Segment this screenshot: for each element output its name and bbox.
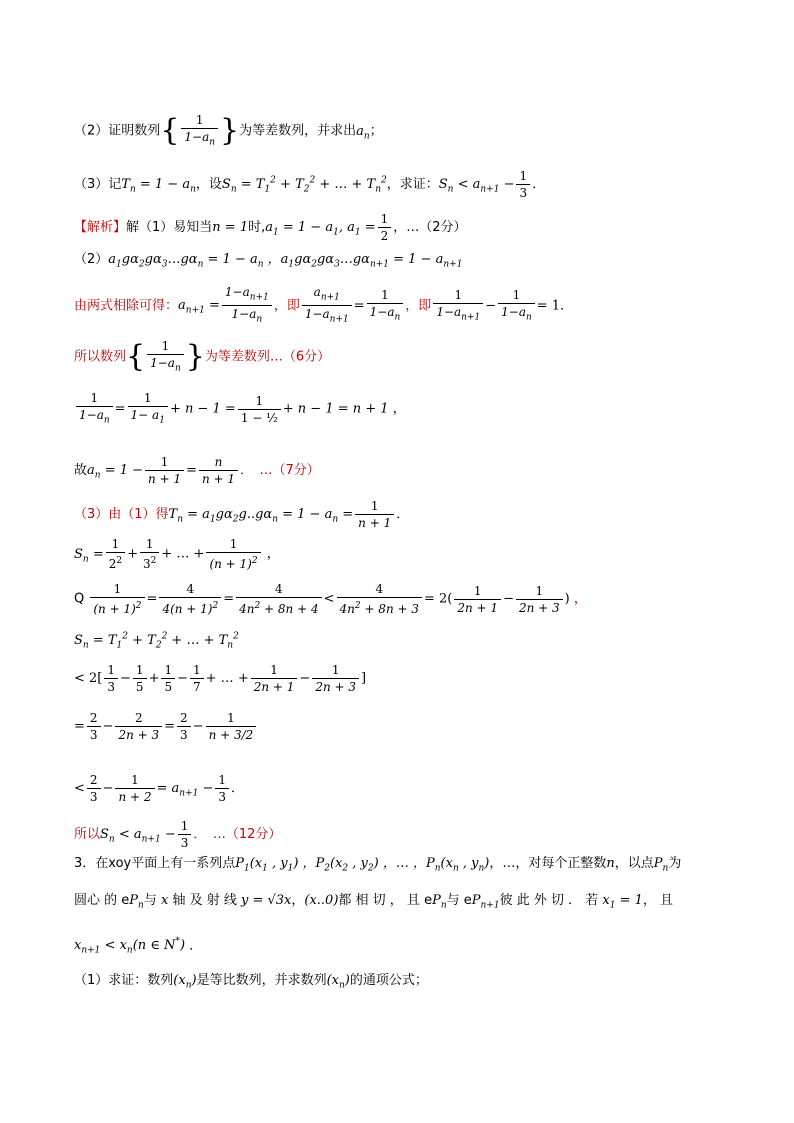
part2-prompt: （2）证明数列{ $\frac{1}{1-a_n}$ }为等差数列，并求出$a_n$； [74, 113, 383, 149]
solution-inequality: Q $\frac{1}{(n + 1)^2}$ = $\frac{4}{4(n + 1)^2}$ = $\frac{4}{4n^2 + 8n + 4}$ < $\frac{4}{4n^2 + 8n + 3}$ = 2( $\frac{1}{2n + 1}$ − $\frac{1}{2n + 3}$ ) ， [74, 582, 587, 616]
solution-an: 故$a_n = 1$ − $\frac{1}{n + 1}$ = $\frac{n}{n + 1}$ ． …（7分） [74, 455, 320, 486]
problem3-question1: （1）求证：数列$(x_n)$是等比数列，并求数列$(x_n)$的通项公式； [74, 973, 428, 991]
problem3-line3: $x_{n+1} < x_n(n$ ∈ N*) ． [74, 937, 203, 956]
solution-sn: $S_n$ = $\frac{1}{2^2}$ + $\frac{1}{3^2}$ + … + $\frac{1}{(n + 1)^2}$ ， [74, 537, 280, 571]
solution-bound: < $\frac{2}{3}$ − $\frac{1}{n + 2}$ = $a_{n+1}$ − $\frac{1}{3}$ ． [74, 773, 245, 804]
solution-telescope: < 2[ $\frac{1}{3}$ − $\frac{1}{5}$ + $\frac{1}{5}$ − $\frac{1}{7}$ + … + $\frac{1}{2n + 1}$ − $\frac{1}{2n + 3}$ ] [74, 663, 367, 694]
solution-divide: 由两式相除可得：$a_{n+1}$ = $\frac{1-a_{n+1}}{1-a_n}$ ，即 $\frac{a_{n+1}}{1-a_{n+1}}$ = $\frac{1}{1-a_n}$ ，即 $\frac{1}{1-a_{n+1}}$ − $\frac{1}{1-a_n}$ = 1． [74, 285, 574, 325]
solution-general-term: $\frac{1}{1-a_n}$ = $\frac{1}{1- a_1}$ + n − 1 = $\frac{1}{\text{1 − ½}}$ + n − 1 = n + 1 ， [74, 390, 406, 428]
solution-sum: $S_n = T_1^2 + T_2^2$ + … + $T_n^2$ [74, 632, 239, 651]
solution-part1: 【解析】解（1）易知当n = 1时$,a_1 = 1 - a_1$, $a_1$ = $\frac{1}{2}$ ，…（2分） [74, 212, 467, 243]
problem3-line1: 3．在xoy平面上有一系列点$P_1(x_1$ , $y_1$) ，$P_2(x_2$ , $y_2$) ，… ，$P_n(x_n$ , $y_n$)，…，对每个正整数n，以点$P_n$为 [74, 856, 682, 874]
solution-arithmetic: 所以数列{ $\frac{1}{1-a_n}$ }为等差数列…（6分） [74, 339, 331, 375]
problem3-line2: 圆心 的 $eP_n$与 x 轴 及 射 线 y = √3x，(x..0)都 相 切 ， 且 $eP_n$与 $eP_{n+1}$彼 此 外 切 ． 若 $x_1 = 1$， 且 [74, 893, 674, 911]
part3-prompt: （3）记$T_n = 1 - a_n$，设$S_n = T_1^2 + T_2^2$ + … + $T_n^2$，求证：$S_n < a_{n+1}$ − $\frac{1}{3}$ ． [74, 169, 546, 200]
solution-part3: （3）由（1）得$T_n = a_1g\alpha_2g..g\alpha_n = 1 - a_n$ = $\frac{1}{n + 1}$ ． [74, 499, 410, 530]
solution-part2-product: $(2)a_1g\alpha_2g\alpha_3\dots g\alpha_n = 1 - a_n$ ，$a_1g\alpha_2g\alpha_3\dots g\alpha_{n+1} = 1 - a_{n+1}$ [74, 252, 463, 270]
solution-conclusion: 所以$S_n < a_{n+1}$ − $\frac{1}{3}$ ． …（12分） [74, 819, 282, 850]
solution-simplify: = $\frac{2}{3}$ − $\frac{2}{2n + 3}$ = $\frac{2}{3}$ − $\frac{1}{n + 3/2}$ [74, 710, 258, 743]
solution-header: 【解析】 [74, 220, 127, 235]
